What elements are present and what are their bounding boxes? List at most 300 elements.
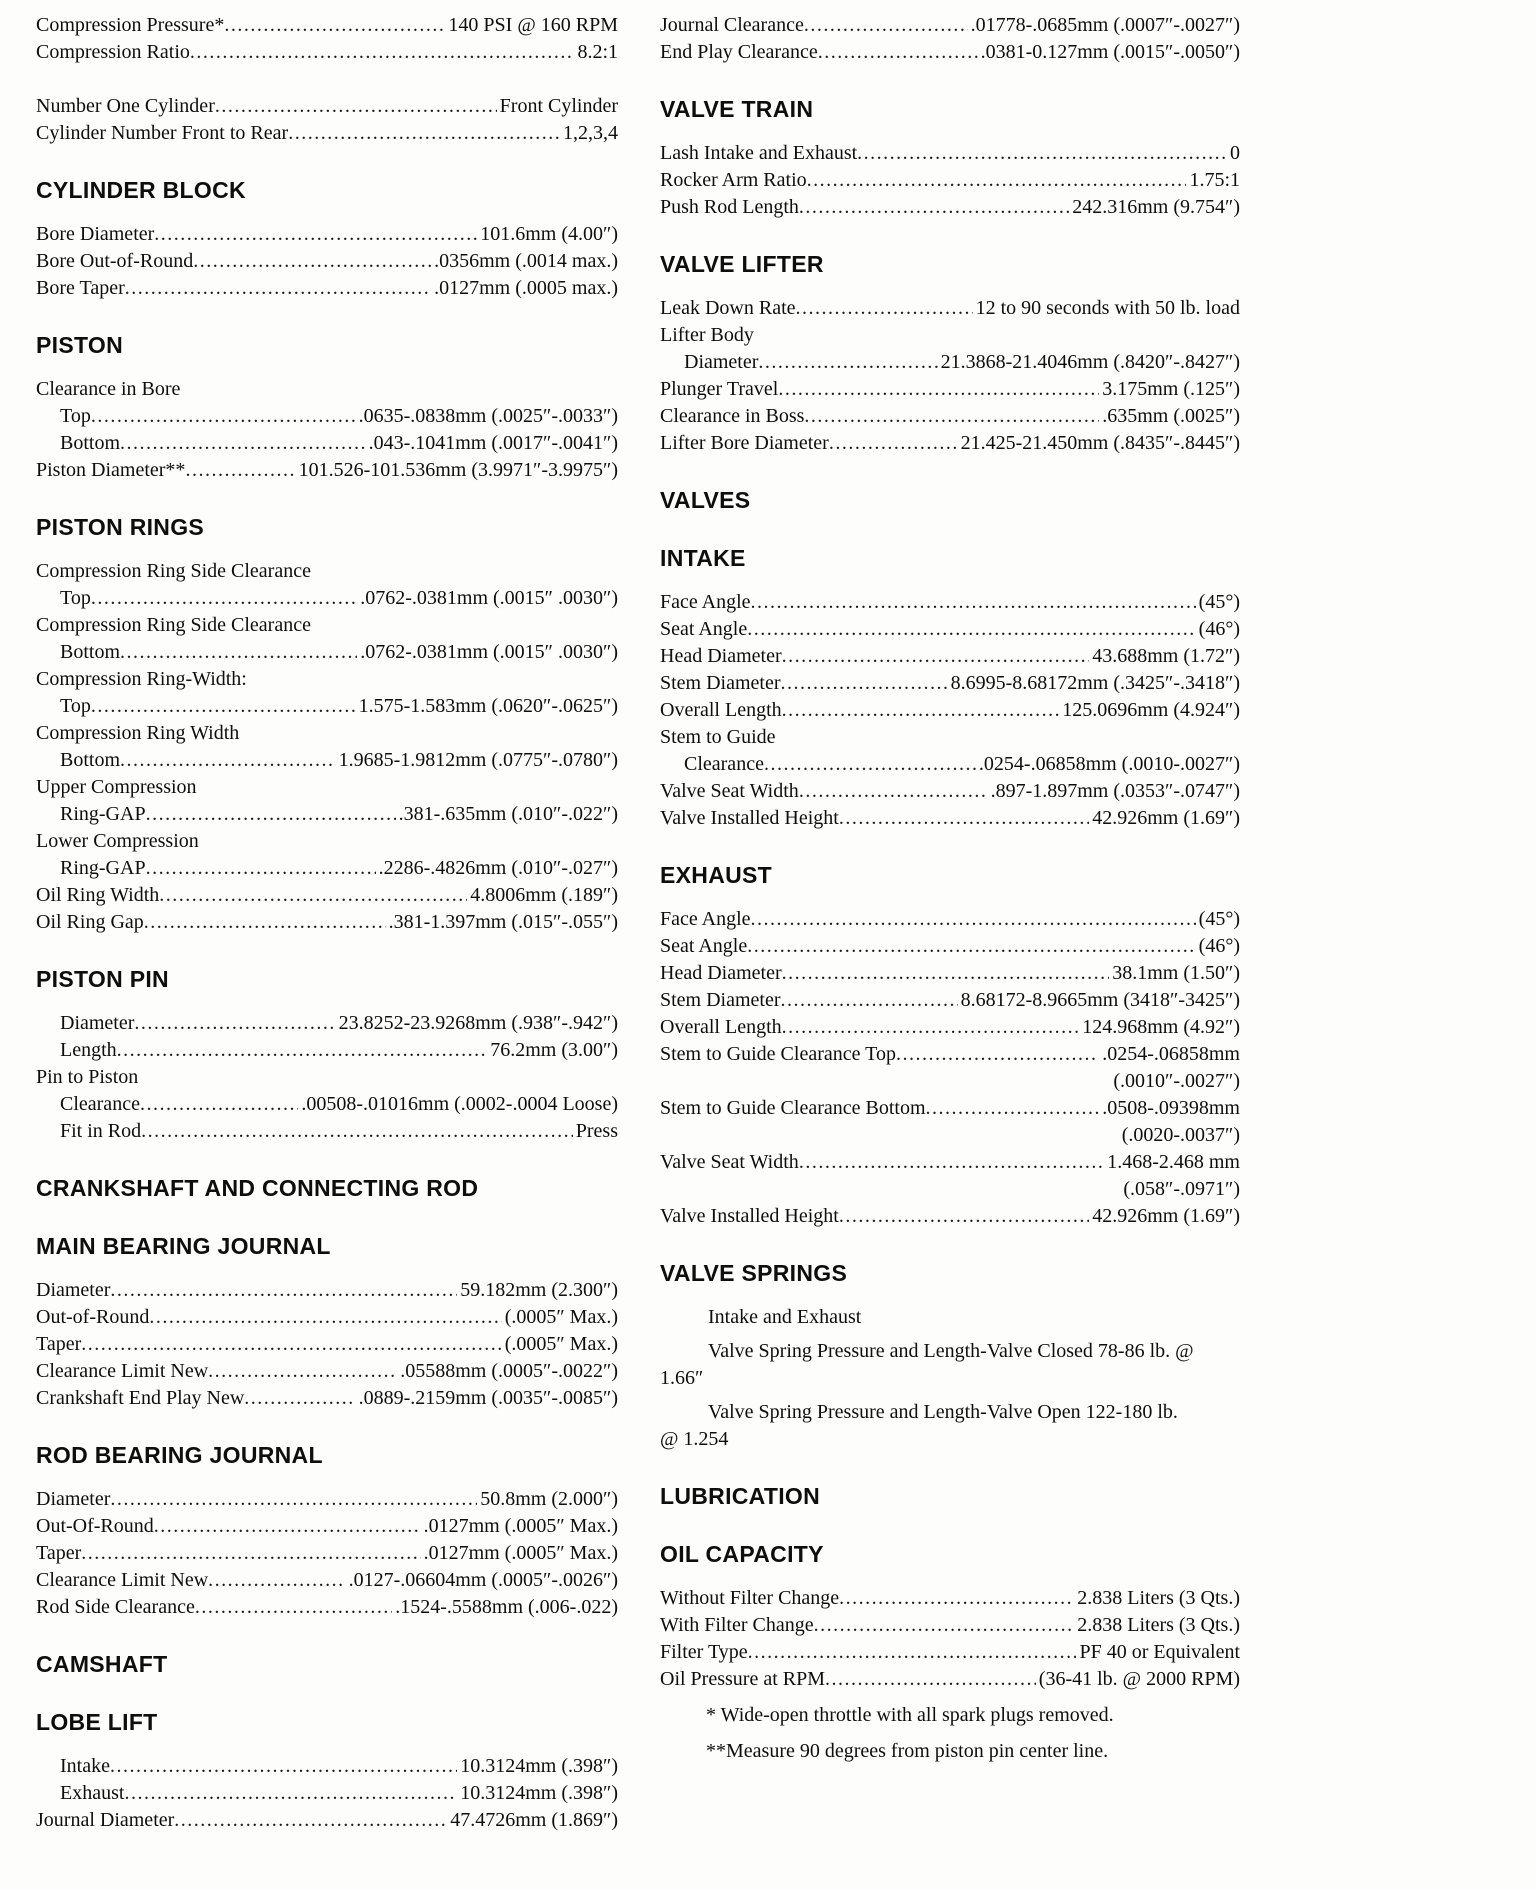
spec-value: .0356mm (.0014 max.): [434, 250, 618, 272]
dot-leader: [778, 376, 1099, 403]
dot-leader: [804, 403, 1099, 430]
spec-value: .0762-.0381mm (.0015″ .0030″): [360, 641, 618, 663]
spec-label: Exhaust: [60, 1782, 125, 1804]
spec-label: Bottom: [60, 641, 121, 663]
section-heading: MAIN BEARING JOURNAL: [36, 1233, 331, 1259]
spec-value: 76.2mm (3.00″): [490, 1039, 618, 1061]
spec-row: [660, 751, 1240, 778]
dot-leader: [208, 1567, 345, 1594]
spec-label: Overall Length: [660, 699, 782, 721]
dot-leader: [140, 1091, 298, 1118]
spec-row: [660, 1666, 1240, 1693]
spec-value: 23.8252-23.9268mm (.938″-.942″): [338, 1012, 618, 1034]
spec-value: .00508-.01016mm (.0002-.0004 Loose): [301, 1093, 618, 1115]
dot-leader: [839, 805, 1089, 832]
spec-value: (.0005″ Max.): [504, 1306, 618, 1328]
spec-value: 1,2,3,4: [563, 122, 618, 144]
spec-row: [660, 616, 1240, 643]
spec-value: .0127mm (.0005 max.): [434, 277, 618, 299]
dot-leader: [195, 1594, 392, 1621]
spec-label: Head Diameter: [660, 645, 782, 667]
spec-label: Journal Diameter: [36, 1809, 175, 1831]
spec-label: Seat Angle: [660, 935, 748, 957]
spec-row: [660, 960, 1240, 987]
dot-leader: [782, 643, 1090, 670]
spec-value: .0127mm (.0005″ Max.): [423, 1515, 618, 1537]
spec-row: [660, 1639, 1240, 1666]
spec-value: PF 40 or Equivalent: [1079, 1641, 1240, 1663]
dot-leader: [807, 167, 1187, 194]
dot-leader: [764, 751, 976, 778]
dot-leader: [134, 1010, 335, 1037]
spec-value: .635mm (.0025″): [1102, 405, 1240, 427]
spec-label: Diameter: [36, 1488, 111, 1510]
spec-value: (45°): [1198, 908, 1240, 930]
spec-label: Oil Pressure at RPM: [660, 1668, 825, 1690]
spec-row: [660, 349, 1240, 376]
spec-row: [660, 194, 1240, 221]
spec-value: 101.526-101.536mm (3.9971″-3.9975″): [298, 459, 618, 481]
spec-row: [36, 39, 618, 66]
spec-label: Diameter: [684, 351, 759, 373]
spec-row: [36, 1037, 618, 1064]
spec-value: 43.688mm (1.72″): [1092, 645, 1240, 667]
spec-label: Number One Cylinder: [36, 95, 215, 117]
section-heading: PISTON RINGS: [36, 514, 205, 540]
value-continuation: (.0020-.0037″): [1121, 1124, 1240, 1146]
spec-value: 1.468-2.468 mm: [1107, 1151, 1240, 1173]
spec-label: Oil Ring Width: [36, 884, 160, 906]
dot-leader: [799, 194, 1069, 221]
spec-label: Compression Ratio: [36, 41, 190, 63]
spec-label: Top: [60, 587, 91, 609]
spec-value: 1.9685-1.9812mm (.0775″-.0780″): [338, 749, 618, 771]
dot-leader: [818, 39, 978, 66]
spec-label: Diameter: [60, 1012, 135, 1034]
text-line: Compression Ring Side Clearance: [36, 614, 311, 636]
footnote: * Wide-open throttle with all spark plugs removed.: [706, 1704, 1114, 1726]
spec-row: [660, 805, 1240, 832]
spec-row: [660, 933, 1240, 960]
spec-row: [660, 12, 1240, 39]
spec-row: [36, 1277, 618, 1304]
column-right: [660, 12, 1240, 1834]
spec-label: Face Angle: [660, 591, 751, 613]
spec-label: Seat Angle: [660, 618, 748, 640]
dot-leader: [796, 295, 973, 322]
spec-row: [36, 585, 618, 612]
dot-leader: [120, 747, 336, 774]
spec-label: Stem Diameter: [660, 989, 781, 1011]
spec-value: 140 PSI @ 160 RPM: [448, 14, 618, 36]
spec-row: [36, 1594, 618, 1621]
spec-label: Stem Diameter: [660, 672, 781, 694]
spec-label: Piston Diameter**: [36, 459, 186, 481]
spec-row: [36, 1385, 618, 1412]
spec-value: 10.3124mm (.398″): [460, 1755, 618, 1777]
spec-row: [36, 430, 618, 457]
spec-value: (36-41 lb. @ 2000 RPM): [1038, 1668, 1240, 1690]
spec-row: [36, 1807, 618, 1834]
spec-label: Clearance: [684, 753, 764, 775]
section-heading: VALVE SPRINGS: [660, 1260, 848, 1286]
spec-value: (45°): [1198, 591, 1240, 613]
dot-leader: [193, 248, 431, 275]
spec-label: Leak Down Rate: [660, 297, 796, 319]
spec-row: [36, 801, 618, 828]
text-line: Clearance in Bore: [36, 378, 181, 400]
spec-row: [660, 906, 1240, 933]
dot-leader: [857, 140, 1227, 167]
spec-label: Ring-GAP: [60, 857, 146, 879]
dot-leader: [154, 1513, 421, 1540]
spec-value: 47.4726mm (1.869″): [450, 1809, 618, 1831]
dot-leader: [896, 1041, 1099, 1068]
dot-leader: [91, 403, 356, 430]
spec-value: .0254-.06858mm (.0010-.0027″): [978, 753, 1240, 775]
spec-label: Diameter: [36, 1279, 111, 1301]
spec-value: .0381-0.127mm (.0015″-.0050″): [980, 41, 1240, 63]
spec-label: Clearance in Boss: [660, 405, 805, 427]
spec-row: [36, 1304, 618, 1331]
spec-label: Ring-GAP: [60, 803, 146, 825]
spec-label: Cylinder Number Front to Rear: [36, 122, 289, 144]
spec-row: [660, 295, 1240, 322]
spec-label: Head Diameter: [660, 962, 782, 984]
spec-row: [660, 697, 1240, 724]
section-heading: CAMSHAFT: [36, 1651, 168, 1677]
spec-label: Out-Of-Round: [36, 1515, 154, 1537]
spec-label: Clearance: [60, 1093, 140, 1115]
dot-leader: [120, 639, 357, 666]
spec-value: 8.2:1: [577, 41, 618, 63]
dot-leader: [120, 430, 366, 457]
dot-leader: [141, 1118, 573, 1145]
spec-row: [36, 1331, 618, 1358]
section-heading: CRANKSHAFT AND CONNECTING ROD: [36, 1175, 479, 1201]
spec-label: Without Filter Change: [660, 1587, 840, 1609]
spec-value: 8.68172-8.9665mm (3418″-3425″): [960, 989, 1240, 1011]
spec-row: [36, 1513, 618, 1540]
spec-value: .043-.1041mm (.0017″-.0041″): [368, 432, 618, 454]
spec-label: Fit in Rod: [60, 1120, 142, 1142]
spec-row: [36, 1540, 618, 1567]
dot-leader: [782, 1014, 1080, 1041]
spec-label: Lifter Bore Diameter: [660, 432, 829, 454]
spec-label: Out-of-Round: [36, 1306, 150, 1328]
spec-label: Oil Ring Gap: [36, 911, 144, 933]
spec-row: [660, 778, 1240, 805]
spec-row: [36, 909, 618, 936]
spec-value: 38.1mm (1.50″): [1112, 962, 1240, 984]
spec-value: 59.182mm (2.300″): [460, 1279, 618, 1301]
spec-row: [660, 987, 1240, 1014]
spec-row: [660, 1095, 1240, 1122]
spec-row: [36, 403, 618, 430]
spec-row: [660, 1149, 1240, 1176]
spec-value: 10.3124mm (.398″): [460, 1782, 618, 1804]
spec-label: Lash Intake and Exhaust: [660, 142, 858, 164]
spec-row: [36, 1010, 618, 1037]
spec-label: Valve Seat Width: [660, 1151, 799, 1173]
spec-row: [36, 1780, 618, 1807]
spec-label: Rod Side Clearance: [36, 1596, 195, 1618]
dot-leader: [124, 1780, 457, 1807]
spec-label: Valve Installed Height: [660, 1205, 839, 1227]
dot-leader: [799, 1149, 1104, 1176]
value-continuation: (.0010″-.0027″): [1113, 1070, 1240, 1092]
dot-leader: [91, 693, 356, 720]
dot-leader: [782, 697, 1060, 724]
spec-row: [660, 1203, 1240, 1230]
spec-row: [36, 747, 618, 774]
spec-value: 3.175mm (.125″): [1102, 378, 1240, 400]
dot-leader: [839, 1585, 1074, 1612]
spec-row: [660, 1041, 1240, 1068]
spec-label: Rocker Arm Ratio: [660, 169, 807, 191]
dot-leader: [804, 12, 968, 39]
spec-row: [36, 221, 618, 248]
spec-label: Length: [60, 1039, 117, 1061]
spec-value: .0762-.0381mm (.0015″ .0030″): [360, 587, 618, 609]
dot-leader: [747, 616, 1195, 643]
section-heading: PISTON PIN: [36, 966, 169, 992]
section-heading: VALVES: [660, 487, 751, 513]
spec-label: Compression Pressure*: [36, 14, 225, 36]
spec-row: [36, 248, 618, 275]
dot-leader: [110, 1277, 457, 1304]
spec-label: Stem to Guide Clearance Bottom: [660, 1097, 926, 1119]
dot-leader: [799, 778, 988, 805]
spec-label: Valve Installed Height: [660, 807, 839, 829]
spec-label: Taper: [36, 1333, 82, 1355]
spec-label: Crankshaft End Play New: [36, 1387, 245, 1409]
spec-row: [36, 1118, 618, 1145]
dot-leader: [81, 1331, 501, 1358]
text-line: Valve Spring Pressure and Length-Valve Open 122-180 lb.: [708, 1401, 1178, 1423]
dot-leader: [748, 1639, 1077, 1666]
spec-value: Front Cylinder: [499, 95, 618, 117]
spec-row: [36, 1358, 618, 1385]
spec-value: .05588mm (.0005″-.0022″): [400, 1360, 618, 1382]
spec-value: 12 to 90 seconds with 50 lb. load: [975, 297, 1240, 319]
dot-leader: [781, 987, 958, 1014]
spec-label: Clearance Limit New: [36, 1360, 209, 1382]
dot-leader: [782, 960, 1110, 987]
spec-row: [660, 1585, 1240, 1612]
dot-leader: [747, 933, 1195, 960]
spec-label: Overall Length: [660, 1016, 782, 1038]
spec-label: With Filter Change: [660, 1614, 814, 1636]
spec-value: 242.316mm (9.754″): [1072, 196, 1240, 218]
spec-row: [660, 589, 1240, 616]
spec-label: Bore Diameter: [36, 223, 155, 245]
dot-leader: [829, 430, 958, 457]
spec-label: Clearance Limit New: [36, 1569, 209, 1591]
spec-value: 42.926mm (1.69″): [1092, 807, 1240, 829]
spec-label: Journal Clearance: [660, 14, 804, 36]
dot-leader: [144, 909, 386, 936]
spec-value: 124.968mm (4.92″): [1082, 1016, 1240, 1038]
spec-label: Top: [60, 405, 91, 427]
section-heading: EXHAUST: [660, 862, 773, 888]
spec-value: 50.8mm (2.000″): [480, 1488, 618, 1510]
column-left: [36, 12, 618, 1834]
spec-value: (.0005″ Max.): [504, 1333, 618, 1355]
spec-row: [660, 376, 1240, 403]
spec-value: .01778-.0685mm (.0007″-.0027″): [970, 14, 1240, 36]
dot-leader: [91, 585, 357, 612]
spec-row: [36, 882, 618, 909]
spec-value: .0889-.2159mm (.0035″-.0085″): [358, 1387, 618, 1409]
dot-leader: [224, 12, 445, 39]
dot-leader: [125, 275, 431, 302]
spec-value: (46°): [1198, 935, 1240, 957]
spec-value: .0127mm (.0005″ Max.): [423, 1542, 618, 1564]
spec-row: [660, 643, 1240, 670]
spec-label: Plunger Travel: [660, 378, 779, 400]
section-heading: PISTON: [36, 332, 124, 358]
spec-row: [36, 457, 618, 484]
text-line: Pin to Piston: [36, 1066, 139, 1088]
section-heading: LUBRICATION: [660, 1483, 821, 1509]
spec-row: [36, 12, 618, 39]
text-line: Compression Ring-Width:: [36, 668, 247, 690]
dot-leader: [751, 906, 1196, 933]
spec-row: [36, 93, 618, 120]
spec-value: 2.838 Liters (3 Qts.): [1077, 1587, 1240, 1609]
dot-leader: [149, 1304, 501, 1331]
dot-leader: [110, 1753, 457, 1780]
spec-row: [36, 1567, 618, 1594]
dot-leader: [751, 589, 1196, 616]
spec-row: [36, 639, 618, 666]
spec-row: [36, 855, 618, 882]
value-continuation: (.058″-.0971″): [1123, 1178, 1240, 1200]
spec-value: 125.0696mm (4.924″): [1062, 699, 1240, 721]
spec-value: .0254-.06858mm: [1102, 1043, 1240, 1065]
section-heading: LOBE LIFT: [36, 1709, 158, 1735]
spec-row: [36, 275, 618, 302]
spec-label: Face Angle: [660, 908, 751, 930]
spec-row: [660, 167, 1240, 194]
dot-leader: [825, 1666, 1036, 1693]
spec-row: [660, 39, 1240, 66]
spec-value: .381-1.397mm (.015″-.055″): [388, 911, 618, 933]
text-line: Lifter Body: [660, 324, 754, 346]
spec-row: [36, 1486, 618, 1513]
spec-row: [36, 1091, 618, 1118]
spec-label: Intake: [60, 1755, 110, 1777]
footnote: **Measure 90 degrees from piston pin center line.: [706, 1740, 1109, 1762]
spec-value: 21.3868-21.4046mm (.8420″-.8427″): [940, 351, 1240, 373]
text-line: 1.66″: [660, 1367, 704, 1389]
dot-leader: [839, 1203, 1089, 1230]
spec-value: 42.926mm (1.69″): [1092, 1205, 1240, 1227]
spec-value: 8.6995-8.68172mm (.3425″-.3418″): [950, 672, 1240, 694]
section-heading: VALVE LIFTER: [660, 251, 824, 277]
dot-leader: [758, 349, 937, 376]
dot-leader: [159, 882, 467, 909]
dot-leader: [110, 1486, 477, 1513]
spec-value: 4.8006mm (.189″): [470, 884, 618, 906]
spec-label: Bore Taper: [36, 277, 125, 299]
spec-label: Push Rod Length: [660, 196, 799, 218]
spec-value: 0: [1230, 142, 1240, 164]
text-line: Intake and Exhaust: [708, 1306, 862, 1328]
dot-leader: [288, 120, 560, 147]
spec-value: 2.838 Liters (3 Qts.): [1077, 1614, 1240, 1636]
dot-leader: [146, 855, 376, 882]
spec-row: [36, 120, 618, 147]
dot-leader: [814, 1612, 1075, 1639]
spec-row: [660, 1612, 1240, 1639]
text-line: Compression Ring Width: [36, 722, 240, 744]
spec-label: Stem to Guide Clearance Top: [660, 1043, 896, 1065]
spec-row: [660, 140, 1240, 167]
spec-label: Filter Type: [660, 1641, 748, 1663]
spec-value: 1.575-1.583mm (.0620″-.0625″): [358, 695, 618, 717]
dot-leader: [208, 1358, 397, 1385]
dot-leader: [190, 39, 575, 66]
spec-row: [660, 670, 1240, 697]
dot-leader: [215, 93, 497, 120]
spec-row: [660, 430, 1240, 457]
spec-value: 101.6mm (4.00″): [480, 223, 618, 245]
spec-value: 1.75:1: [1189, 169, 1240, 191]
spec-label: Bottom: [60, 432, 121, 454]
dot-leader: [781, 670, 948, 697]
spec-row: [660, 403, 1240, 430]
spec-value: .897-1.897mm (.0353″-.0747″): [990, 780, 1240, 802]
text-line: Compression Ring Side Clearance: [36, 560, 311, 582]
spec-label: Valve Seat Width: [660, 780, 799, 802]
section-heading: VALVE TRAIN: [660, 96, 814, 122]
text-line: Stem to Guide: [660, 726, 776, 748]
dot-leader: [185, 457, 295, 484]
spec-value: .0127-.06604mm (.0005″-.0026″): [348, 1569, 618, 1591]
section-heading: OIL CAPACITY: [660, 1541, 824, 1567]
spec-label: Top: [60, 695, 91, 717]
spec-row: [36, 693, 618, 720]
dot-leader: [154, 221, 477, 248]
section-heading: INTAKE: [660, 545, 746, 571]
spec-row: [36, 1753, 618, 1780]
dot-leader: [174, 1807, 447, 1834]
spec-value: 21.425-21.450mm (.8435″-.8445″): [960, 432, 1240, 454]
text-line: @ 1.254: [660, 1428, 729, 1450]
spec-value: Press: [575, 1120, 618, 1142]
spec-value: .0508-.09398mm: [1102, 1097, 1240, 1119]
spec-row: [660, 1014, 1240, 1041]
section-heading: ROD BEARING JOURNAL: [36, 1442, 323, 1468]
spec-value: (46°): [1198, 618, 1240, 640]
section-heading: CYLINDER BLOCK: [36, 177, 246, 203]
dot-leader: [146, 801, 396, 828]
spec-value: .381-.635mm (.010″-.022″): [398, 803, 618, 825]
text-line: Valve Spring Pressure and Length-Valve Closed 78-86 lb. @: [708, 1340, 1194, 1362]
spec-value: .0635-.0838mm (.0025″-.0033″): [358, 405, 618, 427]
spec-label: Taper: [36, 1542, 82, 1564]
spacer: [36, 66, 618, 93]
spec-value: .1524-.5588mm (.006-.022): [395, 1596, 618, 1618]
text-line: Upper Compression: [36, 776, 197, 798]
dot-leader: [926, 1095, 1100, 1122]
spec-label: Bottom: [60, 749, 121, 771]
dot-leader: [244, 1385, 355, 1412]
spec-label: Bore Out-of-Round: [36, 250, 194, 272]
spec-label: End Play Clearance: [660, 41, 818, 63]
